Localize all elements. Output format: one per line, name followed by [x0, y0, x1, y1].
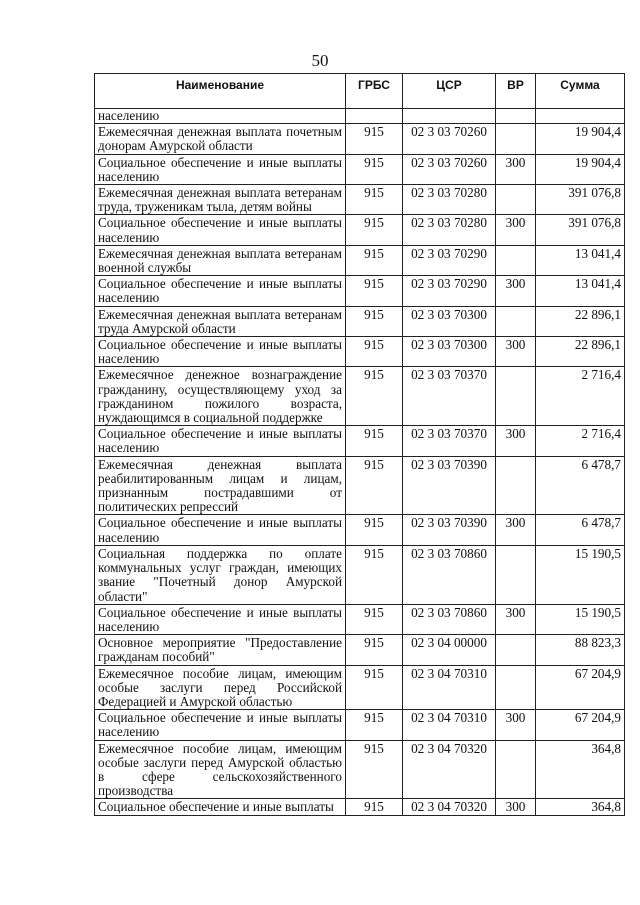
row-sum-cell: 19 904,4 [536, 154, 625, 184]
row-sum-cell: 15 190,5 [536, 604, 625, 634]
continuation-empty-cell [403, 109, 496, 124]
row-grbs-cell: 915 [346, 337, 403, 367]
row-name-cell: Социальное обеспечение и иные выплаты населению [95, 154, 346, 184]
table-row [95, 515, 625, 545]
table-header-row [95, 74, 625, 109]
row-csr-cell: 02 3 03 70860 [403, 604, 496, 634]
row-vr-cell [496, 245, 536, 275]
row-name-cell: Ежемесячная денежная выплата ветеранам труда, труженикам тыла, детям войны [95, 185, 346, 215]
table-row [95, 604, 625, 634]
row-grbs-cell: 915 [346, 154, 403, 184]
row-name-cell: Ежемесячная денежная выплата реабилитированным лицам и лицам, признанным пострадавшими от политических репрессий [95, 456, 346, 515]
table-row [95, 124, 625, 154]
header-vr: ВР [496, 74, 536, 109]
header-sum: Сумма [536, 74, 625, 109]
table-row [95, 710, 625, 740]
row-name-cell: Социальное обеспечение и иные выплаты населению [95, 426, 346, 456]
row-sum-cell: 364,8 [536, 799, 625, 815]
row-vr-cell: 300 [496, 426, 536, 456]
row-sum-cell: 13 041,4 [536, 245, 625, 275]
table-body [95, 109, 625, 816]
row-csr-cell: 02 3 04 70310 [403, 710, 496, 740]
row-csr-cell: 02 3 03 70290 [403, 276, 496, 306]
row-grbs-cell: 915 [346, 456, 403, 515]
row-name-cell: Социальное обеспечение и иные выплаты населению [95, 604, 346, 634]
row-sum-cell: 2 716,4 [536, 367, 625, 426]
row-sum-cell: 19 904,4 [536, 124, 625, 154]
row-name-cell: Ежемесячное пособие лицам, имеющим особые заслуги перед Амурской областью в сфере сельскохозяйственного производства [95, 740, 346, 799]
row-name-cell: Ежемесячное денежное вознаграждение гражданину, осуществляющему уход за гражданином пожилого возраста, нуждающимся в социальной поддержке [95, 367, 346, 426]
table-row [95, 799, 625, 815]
row-sum-cell: 6 478,7 [536, 515, 625, 545]
row-sum-cell: 67 204,9 [536, 665, 625, 710]
row-name-cell: Социальное обеспечение и иные выплаты населению [95, 276, 346, 306]
row-name-cell: Социальное обеспечение и иные выплаты населению [95, 515, 346, 545]
row-vr-cell [496, 740, 536, 799]
row-csr-cell: 02 3 03 70370 [403, 426, 496, 456]
continuation-empty-cell [346, 109, 403, 124]
row-sum-cell: 22 896,1 [536, 337, 625, 367]
row-csr-cell: 02 3 03 70390 [403, 456, 496, 515]
row-csr-cell: 02 3 04 70320 [403, 799, 496, 815]
row-csr-cell: 02 3 04 70320 [403, 740, 496, 799]
table-row [95, 367, 625, 426]
table-row [95, 635, 625, 665]
row-sum-cell: 364,8 [536, 740, 625, 799]
continuation-empty-cell [496, 109, 536, 124]
row-grbs-cell: 915 [346, 710, 403, 740]
header-name: Наименование [95, 74, 346, 109]
row-vr-cell [496, 124, 536, 154]
row-grbs-cell: 915 [346, 426, 403, 456]
row-name-cell: Социальное обеспечение и иные выплаты населению [95, 215, 346, 245]
row-vr-cell [496, 665, 536, 710]
row-sum-cell: 13 041,4 [536, 276, 625, 306]
row-grbs-cell: 915 [346, 740, 403, 799]
table-row [95, 665, 625, 710]
table-row [95, 215, 625, 245]
row-vr-cell: 300 [496, 515, 536, 545]
row-csr-cell: 02 3 03 70300 [403, 306, 496, 336]
table-row [95, 337, 625, 367]
row-vr-cell: 300 [496, 276, 536, 306]
table-row [95, 740, 625, 799]
continuation-text: населению [95, 109, 346, 124]
row-csr-cell: 02 3 03 70280 [403, 185, 496, 215]
row-csr-cell: 02 3 03 70280 [403, 215, 496, 245]
table-row [95, 545, 625, 604]
row-vr-cell [496, 185, 536, 215]
row-name-cell: Ежемесячная денежная выплата почетным донорам Амурской области [95, 124, 346, 154]
row-csr-cell: 02 3 03 70370 [403, 367, 496, 426]
row-vr-cell: 300 [496, 215, 536, 245]
row-grbs-cell: 915 [346, 215, 403, 245]
row-sum-cell: 88 823,3 [536, 635, 625, 665]
continuation-row [95, 109, 625, 124]
row-grbs-cell: 915 [346, 515, 403, 545]
row-sum-cell: 67 204,9 [536, 710, 625, 740]
row-vr-cell [496, 367, 536, 426]
row-vr-cell [496, 545, 536, 604]
row-grbs-cell: 915 [346, 799, 403, 815]
table-row [95, 276, 625, 306]
row-vr-cell: 300 [496, 337, 536, 367]
row-sum-cell: 391 076,8 [536, 185, 625, 215]
row-csr-cell: 02 3 04 70310 [403, 665, 496, 710]
row-vr-cell: 300 [496, 154, 536, 184]
row-vr-cell [496, 306, 536, 336]
row-sum-cell: 15 190,5 [536, 545, 625, 604]
row-name-cell: Социальное обеспечение и иные выплаты населению [95, 337, 346, 367]
row-sum-cell: 6 478,7 [536, 456, 625, 515]
row-vr-cell: 300 [496, 604, 536, 634]
row-grbs-cell: 915 [346, 185, 403, 215]
row-name-cell: Ежемесячное пособие лицам, имеющим особые заслуги перед Российской Федерацией и Амурской областью [95, 665, 346, 710]
row-vr-cell [496, 456, 536, 515]
row-grbs-cell: 915 [346, 665, 403, 710]
row-grbs-cell: 915 [346, 545, 403, 604]
table-row [95, 154, 625, 184]
continuation-empty-cell [536, 109, 625, 124]
row-grbs-cell: 915 [346, 635, 403, 665]
row-grbs-cell: 915 [346, 245, 403, 275]
row-csr-cell: 02 3 03 70860 [403, 545, 496, 604]
row-grbs-cell: 915 [346, 124, 403, 154]
row-vr-cell: 300 [496, 799, 536, 815]
table-row [95, 245, 625, 275]
page-number: 50 [311, 51, 329, 70]
table-row [95, 426, 625, 456]
row-grbs-cell: 915 [346, 276, 403, 306]
row-name-cell: Социальное обеспечение и иные выплаты населению [95, 710, 346, 740]
row-vr-cell [496, 635, 536, 665]
table-row [95, 456, 625, 515]
row-csr-cell: 02 3 04 00000 [403, 635, 496, 665]
row-csr-cell: 02 3 03 70260 [403, 154, 496, 184]
row-sum-cell: 2 716,4 [536, 426, 625, 456]
row-sum-cell: 22 896,1 [536, 306, 625, 336]
row-csr-cell: 02 3 03 70290 [403, 245, 496, 275]
row-grbs-cell: 915 [346, 306, 403, 336]
row-name-cell: Основное мероприятие "Предоставление гражданам пособий" [95, 635, 346, 665]
row-vr-cell: 300 [496, 710, 536, 740]
row-name-cell: Ежемесячная денежная выплата ветеранам военной службы [95, 245, 346, 275]
row-name-cell: Ежемесячная денежная выплата ветеранам труда Амурской области [95, 306, 346, 336]
row-grbs-cell: 915 [346, 367, 403, 426]
row-name-cell: Социальная поддержка по оплате коммунальных услуг граждан, имеющих звание "Почетный донор Амурской области" [95, 545, 346, 604]
row-csr-cell: 02 3 03 70390 [403, 515, 496, 545]
header-grbs: ГРБС [346, 74, 403, 109]
table-row [95, 185, 625, 215]
row-csr-cell: 02 3 03 70300 [403, 337, 496, 367]
row-name-cell: Социальное обеспечение и иные выплаты [95, 799, 346, 815]
header-csr: ЦСР [403, 74, 496, 109]
table-row [95, 306, 625, 336]
row-sum-cell: 391 076,8 [536, 215, 625, 245]
budget-table [94, 73, 625, 816]
row-csr-cell: 02 3 03 70260 [403, 124, 496, 154]
row-grbs-cell: 915 [346, 604, 403, 634]
